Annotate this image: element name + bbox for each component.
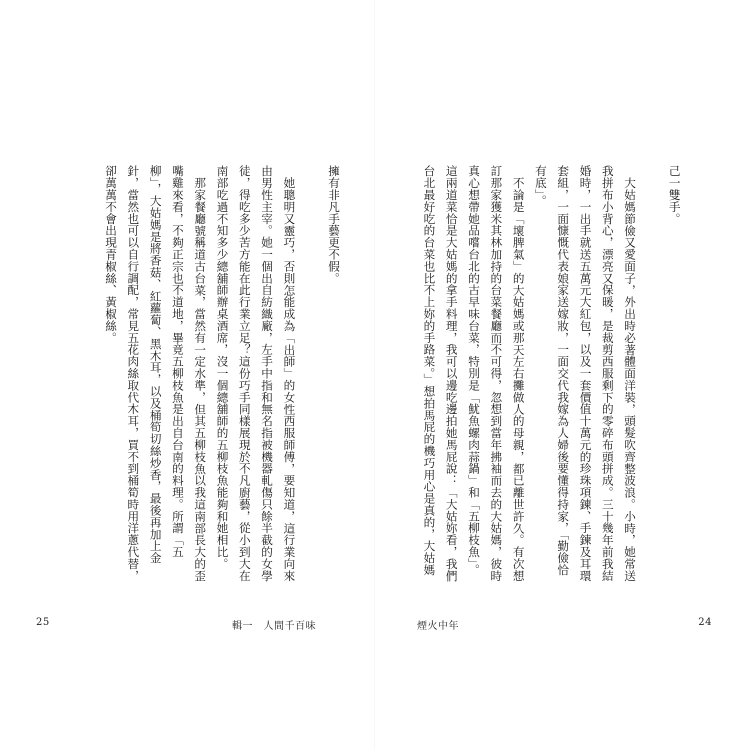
right-running-head: 煙火中年 bbox=[417, 621, 459, 632]
left-paragraph-1: 擁有非凡手藝更不假。 bbox=[327, 165, 341, 284]
right-paragraph-3: 不論是「壞脾氣」的大姑媽或那天左右攤做人的母親，都已離世許久。有次想訂那家獲米其林加持的台菜餐廳而不可得，忽想到當年拂袖而去的大姑媽，彼時真心想帶她品嚐台北的古早味台菜，特別是「魷魚螺肉蒜鍋」和「五柳枝魚」。這兩道菜恰是大姑媽的拿手料理，我可以邊吃邊拍她馬屁說：「大姑妳看，我們台北最好吃的台菜也比不上妳的手路菜。」想拍馬屁的機巧用心是真的，大姑媽 bbox=[422, 165, 526, 582]
left-paragraph-2: 她聰明又靈巧，否則怎能成為「出師」的女性西服師傅，要知道，這行業向來由男性主宰。她一個出自紡織廠，左手中指和無名指被機器軋傷只餘半截的女學徒，得吃多少苦方能在此行業立足？這份巧手同樣展現於不凡廚藝，從小到大在南部吃過不知多少總舖師辦桌酒席，沒一個總舖師的五柳枝魚能夠和她相比。 bbox=[215, 165, 297, 582]
left-paragraph-3: 那家餐廳號稱道古台菜，當然有一定水準，但其五柳枝魚以我這南部長大的歪嘴雞來看，不夠正宗也不道地，畢竟五柳枝魚是出自台南的料理。所謂「五柳」，大姑媽是將香菇、紅蘿蔔、黑木耳，以及桶筍切絲炒香，最後再加上金針，當然也可以自行調配，常見五花肉絲取代木耳，買不到桶筍時用洋蔥代替，卻萬萬不會出現青椒絲、黃椒絲。 bbox=[104, 165, 208, 582]
left-page-number: 25 bbox=[36, 617, 50, 628]
left-page-body bbox=[35, 165, 345, 585]
right-paragraph-1: 己一雙手。 bbox=[667, 165, 682, 225]
right-page bbox=[375, 0, 750, 750]
right-page-body bbox=[408, 165, 708, 585]
right-page-number: 24 bbox=[698, 617, 712, 628]
left-running-head: 輯一 人間千百味 bbox=[232, 621, 316, 632]
right-paragraph-2: 大姑媽節儉又愛面子，外出時必著體面洋裝，頭髮吹齊整波浪。小時，她常送我拼布小背心，漂亮又保暖，是裁剪西服剩下的零碎布頭拼成。三十幾年前我結婚時，一出手就送五萬元大紅包，以及一套價值十萬元的珍珠項鍊、手鍊及耳環套組，一面慷慨代表娘家送嫁妝，一面交代我嫁為人婦後要懂得持家，「勤儉恰有底」。 bbox=[533, 165, 638, 582]
